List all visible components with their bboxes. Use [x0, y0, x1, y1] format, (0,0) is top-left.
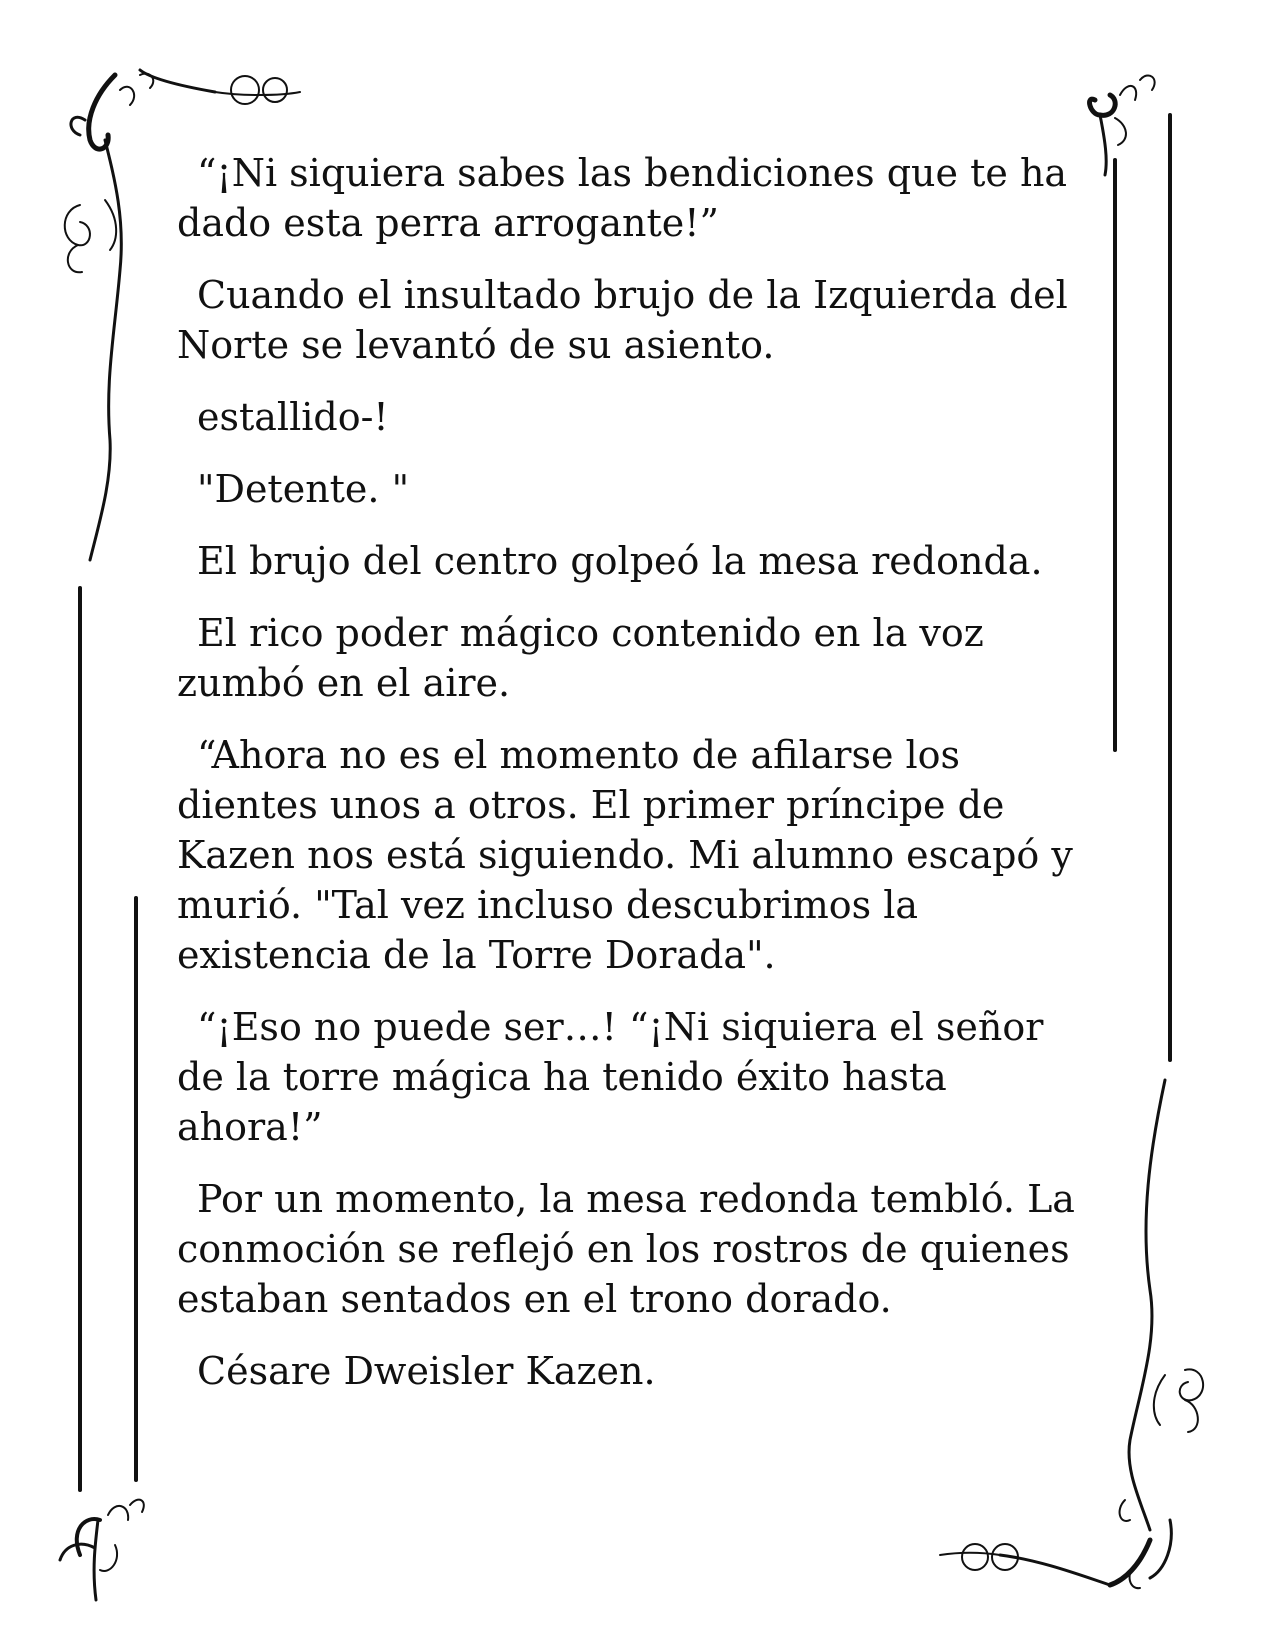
paragraph-7 [177, 730, 1077, 980]
paragraph-line: Césare Dweisler Kazen. [197, 1349, 656, 1393]
bottom-left-flourish-icon [60, 1500, 144, 1600]
paragraph-line: ahora!” [177, 1105, 323, 1149]
paragraph-6 [177, 608, 1077, 708]
paragraph-10 [177, 1346, 1077, 1396]
paragraph-2 [177, 270, 1077, 370]
paragraph-line: zumbó en el aire. [177, 661, 511, 705]
paragraph-line: "Detente. " [197, 467, 410, 511]
paragraph-3 [177, 392, 1077, 442]
paragraph-4 [177, 464, 1077, 514]
paragraph-line: dado esta perra arrogante!” [177, 201, 719, 245]
paragraph-line: estaban sentados en el trono dorado. [177, 1277, 892, 1321]
paragraph-line: Por un momento, la mesa redonda tembló. La [197, 1177, 1075, 1221]
paragraph-1 [177, 148, 1077, 248]
paragraph-line: existencia de la Torre Dorada". [177, 933, 776, 977]
paragraph-line: Cuando el insultado brujo de la Izquierda del [197, 273, 1068, 317]
paragraph-line: conmoción se reflejó en los rostros de quienes [177, 1227, 1070, 1271]
top-right-flourish-icon [1090, 75, 1155, 175]
paragraph-line: El rico poder mágico contenido en la voz [197, 611, 984, 655]
paragraph-line: “¡Ni siquiera sabes las bendiciones que te ha [197, 151, 1068, 195]
paragraph-line: murió. "Tal vez incluso descubrimos la [177, 883, 919, 927]
paragraph-line: “Ahora no es el momento de afilarse los [197, 733, 961, 777]
paragraph-line: estallido-! [197, 395, 389, 439]
paragraph-line: de la torre mágica ha tenido éxito hasta [177, 1055, 947, 1099]
story-text [177, 148, 1077, 1418]
paragraph-line: Kazen nos está siguiendo. Mi alumno escapó y [177, 833, 1073, 877]
paragraph-8 [177, 1002, 1077, 1152]
paragraph-line: El brujo del centro golpeó la mesa redonda. [197, 539, 1043, 583]
paragraph-line: “¡Eso no puede ser…! “¡Ni siquiera el señor [197, 1005, 1044, 1049]
paragraph-5 [177, 536, 1077, 586]
paragraph-9 [177, 1174, 1077, 1324]
paragraph-line: Norte se levantó de su asiento. [177, 323, 775, 367]
paragraph-line: dientes unos a otros. El primer príncipe de [177, 783, 1005, 827]
